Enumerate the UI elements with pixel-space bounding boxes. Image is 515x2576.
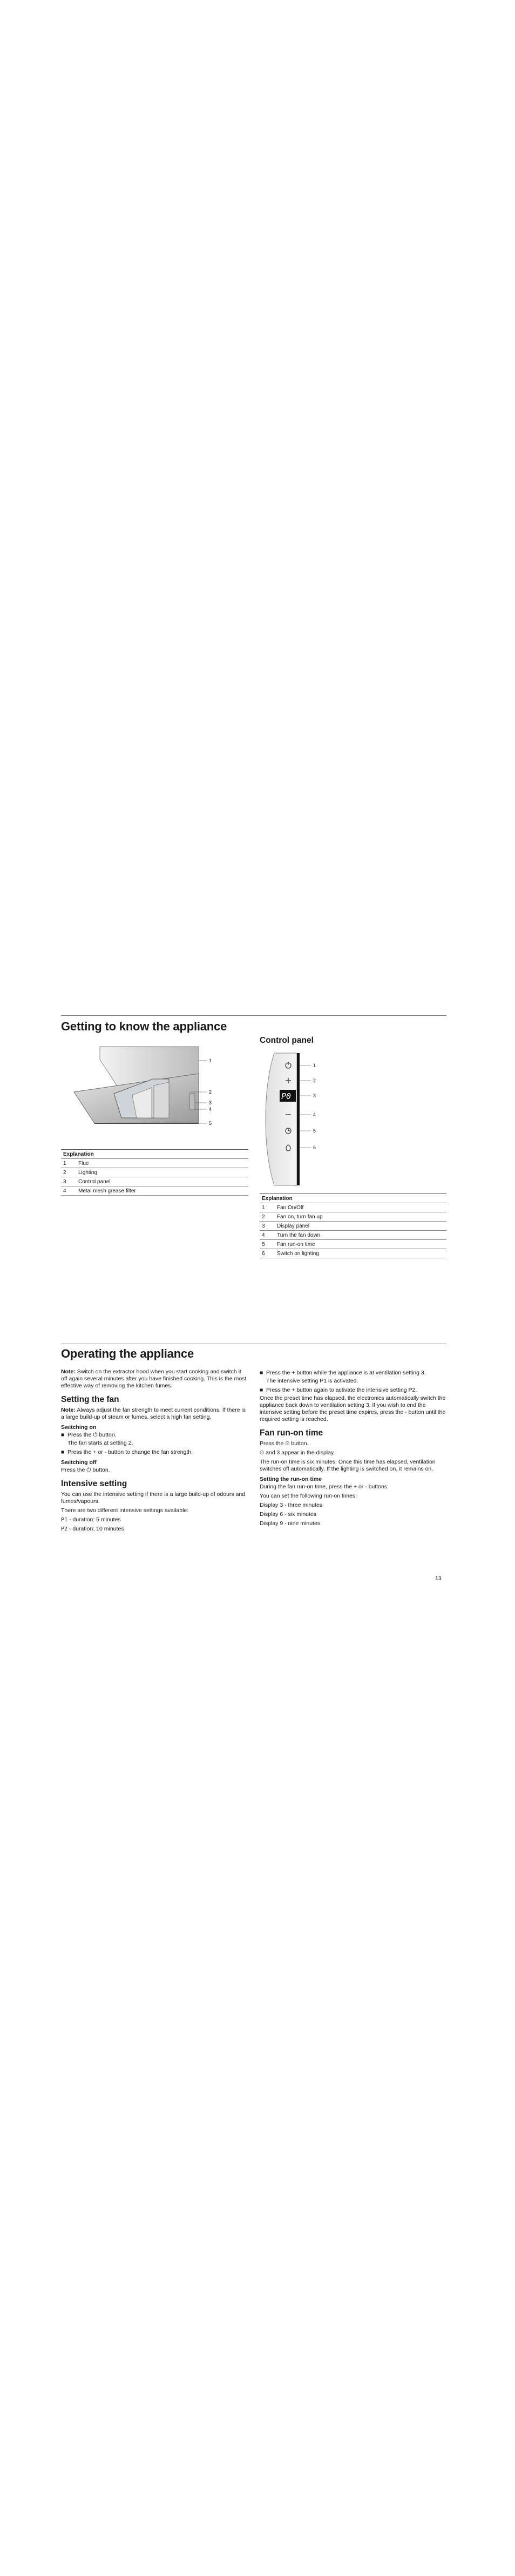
control-panel-illustration (265, 1050, 372, 1188)
switching-on-title: Switching on (61, 1424, 97, 1431)
table-row: 1 Fan On/Off (260, 1203, 446, 1212)
control-panel-explanation-table (260, 1193, 446, 1258)
intensive-text-1: You can use the intensive setting if there is a large build-up of odours and fumes/vapours. (61, 1491, 246, 1505)
cp-callout-3: 3 (313, 1093, 316, 1098)
setting-fan-note: Note: Always adjust the fan strength to meet current conditions. If there is a large build-up of steam or fumes, select a high fan setting. (61, 1407, 246, 1420)
table-row: 4 Metal mesh grease filter (61, 1186, 248, 1196)
intensive-title: Intensive setting (61, 1479, 127, 1488)
list-item: ■ Press the + button while the appliance is at ventilation setting 3. (260, 1370, 426, 1376)
operating-right-column (260, 1368, 446, 1529)
table-row: 5 Fan run-on time (260, 1240, 446, 1249)
section-title-getting-to-know: Getting to know the appliance (61, 1020, 227, 1033)
bullet-subtext: The intensive setting P1 is activated. (266, 1378, 358, 1384)
display-text: P0 (281, 1091, 292, 1101)
hood-illustration (61, 1042, 255, 1145)
callout-2: 2 (209, 1089, 212, 1095)
operating-left-column (61, 1368, 249, 1535)
table-header: Explanation (260, 1194, 446, 1203)
runon-display-3: Display 9 - nine minutes (260, 1520, 321, 1527)
callout-4: 4 (209, 1107, 212, 1112)
table-header: Explanation (61, 1150, 248, 1159)
section-title-operating: Operating the appliance (61, 1347, 194, 1360)
callout-3: 3 (209, 1100, 212, 1105)
table-row: 6 Switch on lighting (260, 1249, 446, 1258)
runon-text-3: The run-on time is six minutes. Once this time has elapsed, ventilation switches off automatically. If the lighting is switched on, it remains on. (260, 1459, 436, 1472)
table-row: 4 Turn the fan down (260, 1231, 446, 1240)
cp-callout-6: 6 (313, 1145, 316, 1150)
list-item: ■ Press the + button again to activate the intensive setting P2. (260, 1387, 417, 1393)
table-row: 3 Display panel (260, 1222, 446, 1231)
switching-off-title: Switching off (61, 1459, 97, 1466)
control-panel-section (260, 1036, 446, 1046)
table-row: 2 Lighting (61, 1168, 248, 1177)
runon-title: Fan run-on time (260, 1428, 323, 1438)
bullet-subtext: The fan starts at setting 2. (67, 1440, 133, 1446)
cp-callout-4: 4 (313, 1112, 316, 1117)
intensive-end-text: Once the preset time has elapsed, the electronics automatically switch the appliance back down to ventilation setting 3. If you wish to end the intensive setting before the preset time expires, press the - button until the required setting is reached. (260, 1395, 446, 1422)
runon-display-2: Display 6 - six minutes (260, 1511, 317, 1518)
list-item: ■ Press the ⏻ button. (61, 1432, 117, 1438)
intensive-p2: P2 - duration: 10 minutes (61, 1526, 124, 1532)
setting-runon-text-1: During the fan run-on time, press the + or - buttons. (260, 1483, 389, 1490)
page-number: 13 (435, 1575, 442, 1582)
list-item: ■ Press the + or - button to change the fan strength. (61, 1449, 193, 1455)
section-rule-top (61, 1015, 446, 1016)
appliance-explanation-table (61, 1149, 248, 1196)
intensive-p1: P1 - duration: 5 minutes (61, 1516, 121, 1523)
intensive-text-2: There are two different intensive settings available: (61, 1507, 189, 1514)
cp-callout-5: 5 (313, 1128, 316, 1134)
table-row: 1 Flue (61, 1159, 248, 1168)
intro-note: Note: Switch on the extractor hood when you start cooking and switch it off again several minutes after you have finished cooking. This is the most effective way of removing the kitchen fumes. (61, 1368, 247, 1389)
cp-callout-1: 1 (313, 1063, 316, 1068)
runon-text-2: ⏲ and 3 appear in the display. (260, 1449, 335, 1456)
cp-callout-2: 2 (313, 1078, 316, 1083)
setting-runon-title: Setting the run-on time (260, 1476, 322, 1482)
callout-1: 1 (209, 1058, 212, 1063)
runon-text-1: Press the ⏲ button. (260, 1440, 309, 1447)
callout-5: 5 (209, 1121, 212, 1126)
table-row: 2 Fan on, turn fan up (260, 1212, 446, 1222)
control-panel-title: Control panel (260, 1036, 314, 1045)
runon-display-1: Display 3 - three minutes (260, 1502, 323, 1508)
setting-fan-title: Setting the fan (61, 1395, 119, 1404)
switching-off-text: Press the ⏻ button. (61, 1467, 110, 1473)
setting-runon-text-2: You can set the following run-on times: (260, 1493, 357, 1499)
table-row: 3 Control panel (61, 1177, 248, 1186)
